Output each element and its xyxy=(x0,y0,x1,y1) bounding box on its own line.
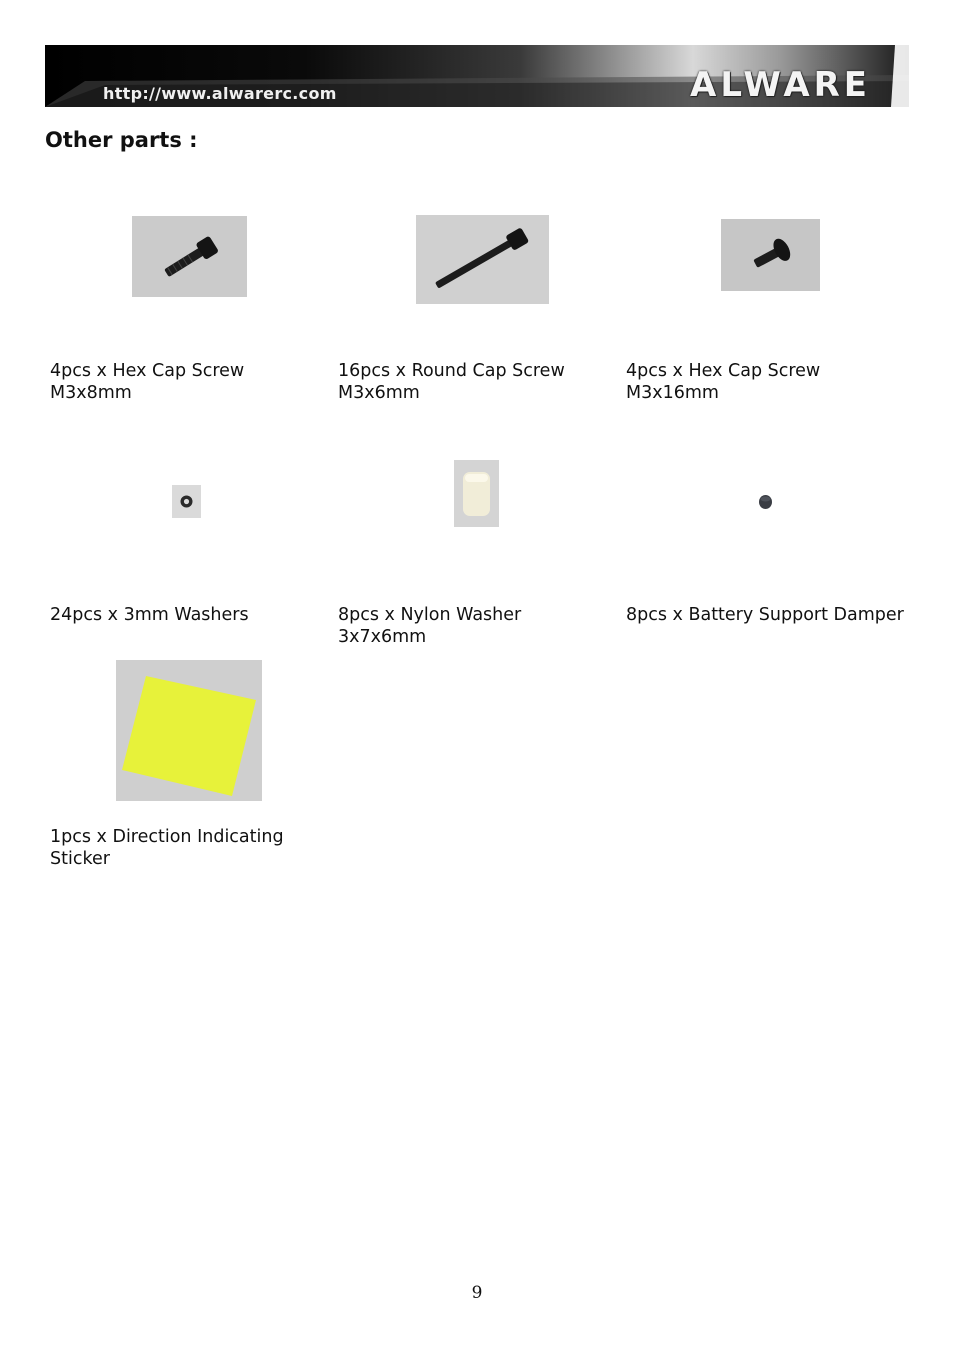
nylon-washer-photo xyxy=(454,460,499,527)
damper-photo xyxy=(757,493,774,511)
header-banner xyxy=(45,45,909,107)
long-screw-photo xyxy=(416,215,549,304)
part-caption: 1pcs x Direction Indicating Sticker xyxy=(50,827,284,869)
section-heading: Other parts : xyxy=(45,128,198,152)
part-caption: 8pcs x Battery Support Damper xyxy=(626,605,904,625)
yellow-sticker-photo xyxy=(116,660,262,801)
part-caption: 8pcs x Nylon Washer 3x7x6mm xyxy=(338,605,522,647)
website-url[interactable]: http://www.alwarerc.com xyxy=(103,84,337,103)
part-caption: 16pcs x Round Cap Screw M3x6mm xyxy=(338,361,565,403)
hex-cap-screw-short-photo xyxy=(132,216,247,297)
alware-logo: ALWARE xyxy=(690,65,872,105)
part-caption: 4pcs x Hex Cap Screw M3x8mm xyxy=(50,361,245,403)
round-cap-screw-photo xyxy=(721,219,820,291)
part-caption: 24pcs x 3mm Washers xyxy=(50,605,249,625)
part-caption: 4pcs x Hex Cap Screw M3x16mm xyxy=(626,361,821,403)
washer-photo xyxy=(172,485,201,518)
page-number: 9 xyxy=(471,1283,483,1303)
